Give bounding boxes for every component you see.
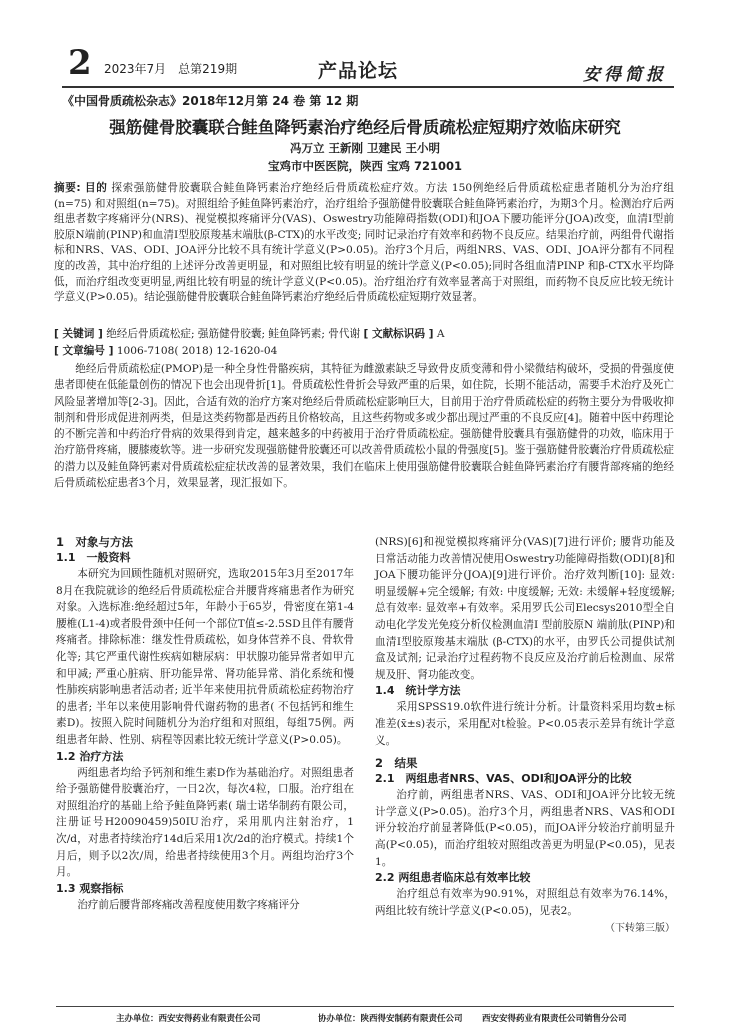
heading-results: 2 结果	[375, 756, 418, 771]
keywords-text: 绝经后骨质疏松症; 强筋健骨胶囊; 鲑鱼降钙素; 骨代谢	[106, 328, 361, 340]
paragraph-observation-cont: (NRS)[6]和视觉模拟疼痛评分(VAS)[7]进行评价; 腰背功能及日常活动能力改善情况使用Oswestry功能障碍指数(ODI)[8]和JOA下腰功能评分(JOA)[9]进行评价。治疗效判断[10]: 显效: 明显缓解+完全缓解; 有效: 中度缓解; 无效: 未缓解+轻度缓解; 总有效率: 显效率+有效率。采用罗氏公司Elecsys2010型全自动电化学发光免疫分析仪检测血清Ⅰ 型前胶原N 端前肽(PINP)和血清Ⅰ型胶原羧基末端肽 (β-CTX)的水平，由罗氏公司提供试剂盒及试剂; 记录治疗过程药物不良反应及治疗前后检测血、尿常规及肝、肾功能改变。	[375, 536, 675, 681]
footer-divider	[56, 1006, 674, 1007]
heading-efficacy: 2.2 两组患者临床总有效率比较	[375, 871, 531, 885]
keywords	[54, 327, 674, 343]
paragraph-statistics: 采用SPSS19.0软件进行统计分析。计量资料采用均数±标准差(x̄±s)表示，采用配对t检验。P<0.05表示差异有统计学意义。	[375, 701, 675, 747]
article-authors: 冯万立 王新刚 卫建民 王小明	[289, 141, 440, 155]
introduction-paragraph: 绝经后骨质疏松症(PMOP)是一种全身性骨骼疾病，其特征为雌激素缺乏导致骨皮质变薄和骨小梁微结构破坏，受损的骨强度使患者即使在低能量创伤的情况下也会出现骨折[1]。骨质疏松性骨折会导致严重的后果，如住院，长期不能活动，需要手术治疗及死亡风险显著增加等[2-3]。因此，合适有效的治疗方案对绝经后骨质疏松症影响巨大，目前用于治疗骨质疏松症的药物主要分为骨吸收抑制剂和骨形成促进剂两类，但是这类药物都是西药且价格较高，且这些药物或多或少都出现过严重的不良反应[4]。随着中医中药理论的不断完善和中药治疗骨病的效果得到肯定，越来越多的中药被用于治疗骨质疏松症。强筋健骨胶囊具有强筋健骨的功效，临床用于治疗筋骨疼痛，腰膝痠软等。进一步研究发现强筋健骨胶囊还可以改善骨质疏松小鼠的骨强度[5]。鉴于强筋健骨胶囊治疗骨质疏松症的潜力以及鲑鱼降钙素对骨质疏松症症状改善的显著效果，我们在临床上使用强筋健骨胶囊联合鲑鱼降钙素治疗有腰背部疼痛的绝经后骨质疏松症患者3个月，效果显著，现汇报如下。	[54, 363, 674, 490]
header-divider	[62, 86, 674, 88]
brand-logo-text: 安得简报	[583, 65, 667, 85]
heading-statistics: 1.4 统计学方法	[375, 684, 461, 698]
footer-co-organizer-2: 西安安得药业有限责任公司销售分公司	[482, 1014, 627, 1024]
continued-note: （下转第三版）	[605, 923, 675, 935]
left-column	[56, 534, 354, 913]
abstract	[54, 181, 674, 306]
article-number-label: [ 文章编号 ]	[54, 345, 114, 357]
paragraph-score-compare: 治疗前，两组患者NRS、VAS、ODI和JOA评分比较无统计学意义(P>0.05)。治疗3个月，两组患者NRS、VAS和ODI评分较治疗前显著降低(P<0.05)，而JOA评分较治疗前明显升高(P<0.05)，而治疗组较对照组改善更为明显(P<0.05)，见表1。	[375, 789, 675, 868]
page-header	[0, 0, 730, 88]
heading-general-info: 1.1 一般资料	[56, 551, 131, 564]
doc-code: A	[436, 328, 445, 340]
article-number-value: 1006-7108( 2018) 12-1620-04	[116, 345, 278, 357]
footer-co-organizer: 协办单位：陕西得安制药有限责任公司	[318, 1014, 463, 1024]
journal-source: 《中国骨质疏松杂志》2018年12月第 24 卷 第 12 期	[62, 94, 359, 108]
heading-treatment: 1.2 治疗方法	[56, 749, 124, 763]
issue-info: 2023年7月 总第219期	[104, 62, 238, 76]
article-title: 强筋健骨胶囊联合鲑鱼降钙素治疗绝经后骨质疏松症短期疗效临床研究	[109, 118, 621, 137]
right-column	[375, 534, 675, 938]
paragraph-general-info: 本研究为回顾性随机对照研究，选取2015年3月至2017年8月在我院就诊的绝经后骨质疏松症合并腰背疼痛患者作为研究对象。入选标准:绝经超过5年，年龄小于65岁，骨密度在第1-4腰椎(L1-4)或者股骨颈中任何一个部位T值≤-2.5SD且伴有腰背疼痛者。排除标准：继发性骨质疏松，如身体营养不良、骨软骨化等; 其它严重代谢性疾病如糖尿病：甲状腺功能异常者如甲亢和甲减; 严重心脏病、肝功能异常、肾功能异常、消化系统和慢性肺疾病影响患者活动者; 近半年来使用抗骨质疏松症药物治疗的患者; 半年以来使用影响骨代谢药物的患者( 不包括钙和维生素D)。按照入院时间随机分为治疗组和对照组，每组75例。两组患者年龄、性别、病程等因素比较无统计学意义(P>0.05)。	[56, 568, 354, 746]
abstract-label: 摘要: 目的	[54, 182, 108, 194]
footer-organizer: 主办单位：西安安得药业有限责任公司	[116, 1014, 261, 1024]
keywords-label: [ 关键词 ]	[54, 328, 103, 340]
doc-code-label: [ 文献标识码 ]	[363, 328, 434, 340]
section-title: 产品论坛	[318, 60, 399, 82]
paragraph-observation: 治疗前后腰背部疼痛改善程度使用数字疼痛评分	[77, 898, 300, 911]
paragraph-efficacy: 治疗组总有效率为90.91%，对照组总有效率为76.14%，两组比较有统计学意义(P<0.05)，见表2。	[375, 888, 675, 917]
heading-methods: 1 对象与方法	[56, 535, 134, 549]
page-number: 2	[68, 43, 92, 83]
article-affiliation: 宝鸡市中医医院，陕西 宝鸡 721001	[267, 159, 463, 173]
heading-score-compare: 2.1 两组患者NRS、VAS、ODI和JOA评分的比较	[375, 772, 632, 786]
article-number	[54, 344, 674, 360]
heading-observation: 1.3 观察指标	[56, 881, 124, 895]
abstract-text: 探索强筋健骨胶囊联合鲑鱼降钙素治疗绝经后骨质疏松症疗效。方法 150例绝经后骨质疏松症患者随机分为治疗组(n=75) 和对照组(n=75)。对照组给予鲑鱼降钙素治疗，治疗组给予强筋健骨胶囊联合鲑鱼降钙素治疗，为期3个月。检测治疗后两组患者数字疼痛评分(NRS)、视觉模拟疼痛评分(VAS)、Oswestry功能障碍指数(ODI)和JOA下腰功能评分(JOA)改变，血清I型前胶原N端前(PINP)和血清I型胶原羧基末端肽(β-CTX)的水平改变; 同时记录治疗有效率和药物不良反应。结果治疗前，两组骨代谢指标和NRS、VAS、ODI、JOA评分比较不具有统计学意义(P>0.05)。治疗3个月后，两组NRS、VAS、ODI、JOA评分都有不同程度的改善，其中治疗组的上述评分改善更明显，和对照组比较有明显的统计学意义(P<0.05);同时各组血清PINP 和β-CTX水平均降低，而治疗组改变更明显,两组比较有明显的统计学意义(P<0.05)。治疗组治疗有效率显著高于对照组，而药物不良反应比较无统计学意义(P>0.05)。结论强筋健骨胶囊联合鲑鱼降钙素治疗绝经后骨质疏松症短期疗效显著。	[54, 182, 674, 304]
paragraph-treatment: 两组患者均给予钙剂和维生素D作为基础治疗。对照组患者给予强筋健骨胶囊治疗，一日2次，每次4粒，口服。治疗组在对照组治疗的基础上给予鲑鱼降钙素( 瑞士诺华制药有限公司，注册证号H20090459)50IU治疗，采用肌内注射治疗，1次/d，对患者持续治疗14d后采用1次/2d的治疗模式。持续1个月后，则予以2次/周，给患者持续使用3个月。两组均治疗3个月。	[56, 766, 354, 879]
